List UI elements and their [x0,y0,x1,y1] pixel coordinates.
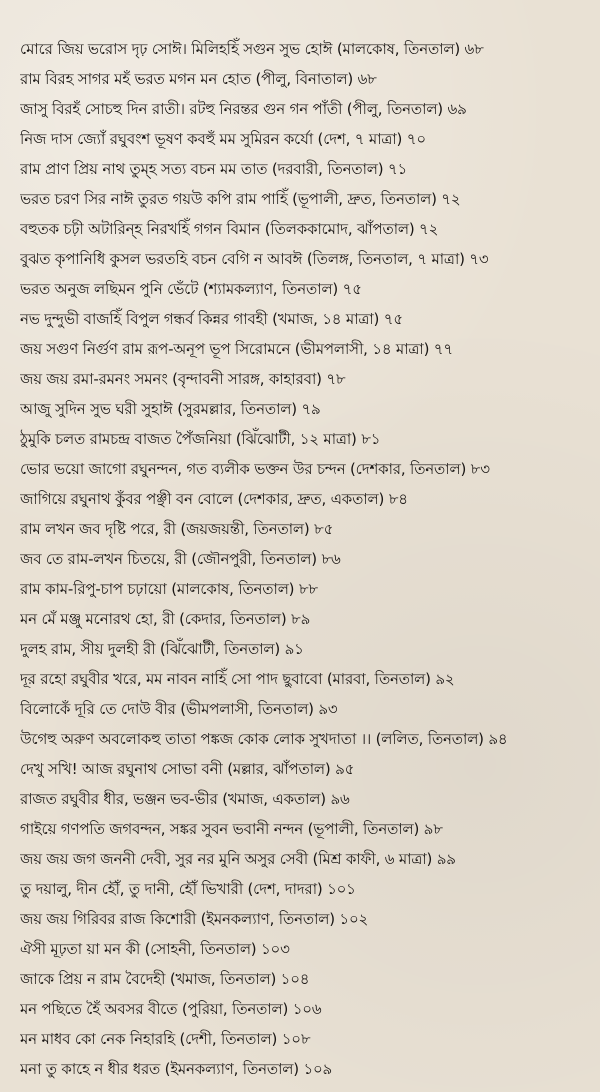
toc-entry: দুলহ রাম, সীয় দুলহী রী (ঝিঁঝোটী, তিনতাল) ৯১ [20,640,304,658]
toc-entry: জাসু বিরহঁ সোচহু দিন রাতী। রটহু নিরন্তর গুন গন পাঁতী (পীলু, তিনতাল) ৬৯ [20,100,467,118]
toc-entry: রাম বিরহ সাগর মহঁ ভরত মগন মন হোত (পীলু, বিনাতাল) ৬৮ [20,70,377,88]
toc-entry: রাম প্রাণ প্রিয় নাথ তুম্হ সত্য বচন মম তাত (দরবারী, তিনতাল) ৭১ [20,160,408,178]
toc-entry: জয় জয় রমা-রমনং সমনং (বৃন্দাবনী সারঙ্গ, কাহারবা) ৭৮ [20,370,346,388]
toc-entry: জব তে রাম-লখন চিতয়ে, রী (জৌনপুরী, তিনতাল) ৮৬ [20,550,341,568]
toc-entry: মন পছিতে হৈঁ অবসর বীতে (পুরিয়া, তিনতাল) ১০৬ [20,1000,322,1018]
toc-list [20,34,594,1084]
toc-entry: মোরে জিয় ভরোস দৃঢ় সোঈ। মিলিহহিঁ সগুন সুভ হোঈ (মালকোষ, তিনতাল) ৬৮ [20,40,484,58]
toc-entry: বুঝত কৃপানিধি কুসল ভরতহি বচন বেগি ন আবঈ (তিলঙ্গ, তিনতাল, ৭ মাত্রা) ৭৩ [20,250,489,268]
toc-entry: গাইয়ে গণপতি জগবন্দন, সঙ্কর সুবন ভবানী নন্দন (ভূপালী, তিনতাল) ৯৮ [20,820,443,838]
toc-entry: মন মাধব কো নেক নিহারহি (দেশী, তিনতাল) ১০৮ [20,1030,311,1048]
toc-entry: দেখু সখি! আজ রঘুনাথ সোভা বনী (মল্লার, ঝাঁপতাল) ৯৫ [20,760,355,778]
toc-entry: জাগিয়ে রঘুনাথ কুঁবর পঞ্ছী বন বোলে (দেশকার, দ্রুত, একতাল) ৮৪ [20,490,408,508]
toc-entry: উগেহু অরুণ অবলোকহু তাতা পঙ্কজ কোক লোক সুখদাতা ।। (ললিত, তিনতাল) ৯৪ [20,730,508,748]
toc-entry: ভরত চরণ সির নাঈ তুরত গয়উ কপি রাম পাহিঁ (ভূপালী, দ্রুত, তিনতাল) ৭২ [20,190,461,208]
toc-entry: ঐসী মূঢ়তা য়া মন কী (সোহনী, তিনতাল) ১০৩ [20,940,290,958]
toc-entry: বিলোকেঁ দূরি তে দোউ বীর (ভীমপলাসী, তিনতাল) ৯৩ [20,700,338,718]
toc-entry: রাজত রঘুবীর ধীর, ভঞ্জন ভব-ভীর (খমাজ, একতাল) ৯৬ [20,790,350,808]
toc-entry: ভরত অনুজ লছিমন পুনি ভেঁটে (শ্যামকল্যাণ, তিনতাল) ৭৫ [20,280,362,298]
toc-entry: মনা তু কাহে ন ধীর ধরত (ইমনকল্যাণ, তিনতাল) ১০৯ [20,1060,333,1078]
toc-entry: ঠুমুকি চলত রামচন্দ্র বাজত পৈঁজনিয়া (ঝিঁঝোটী, ১২ মাত্রা) ৮১ [20,430,381,448]
toc-entry: রাম লখন জব দৃষ্টি পরে, রী (জয়জয়ন্তী, তিনতাল) ৮৫ [20,520,334,538]
toc-entry: মন মেঁ মঞ্জু মনোরথ হো, রী (কেদার, তিনতাল) ৮৯ [20,610,311,628]
toc-entry: দূর রহো রঘুবীর খরে, মম নাবন নাহিঁ সো পাদ ছুবাবো (মারবা, তিনতাল) ৯২ [20,670,455,688]
toc-entry: নভ দুন্দুভী বাজহিঁ বিপুল গন্ধর্ব কিন্নর গাবহী (খমাজ, ১৪ মাত্রা) ৭৫ [20,310,403,328]
toc-entry: নিজ দাস জ্যোঁ রঘুবংশ ভূষণ কবহুঁ মম সুমিরন কর্যো (দেশ, ৭ মাত্রা) ৭০ [20,130,426,148]
toc-entry: তু দয়ালু, দীন হৌঁ, তু দানী, হৌঁ ভিখারী (দেশ, দাদরা) ১০১ [20,880,356,898]
toc-entry: জয় সগুণ নির্গুণ রাম রূপ-অনূপ ভূপ সিরোমনে (ভীমপলাসী, ১৪ মাত্রা) ৭৭ [20,340,453,358]
toc-entry: জাকে প্রিয় ন রাম বৈদেহী (খমাজ, তিনতাল) ১০৪ [20,970,310,988]
toc-entry: আজু সুদিন সুভ ঘরী সুহাঈ (সুরমল্লার, তিনতাল) ৭৯ [20,400,321,418]
toc-entry: বহুতক চঢ়ী অটারিন্হ নিরখহিঁ গগন বিমান (তিলককামোদ, ঝাঁপতাল) ৭২ [20,220,439,238]
toc-entry: জয় জয় গিরিবর রাজ কিশোরী (ইমনকল্যাণ, তিনতাল) ১০২ [20,910,369,928]
toc-entry: জয় জয় জগ জননী দেবী, সুর নর মুনি অসুর সেবী (মিশ্র কাফী, ৬ মাত্রা) ৯৯ [20,850,456,868]
toc-entry: রাম কাম-রিপু-চাপ চঢ়ায়ো (মালকোষ, তিনতাল) ৮৮ [20,580,318,598]
toc-entry: ভোর ভয়ো জাগো রঘুনন্দন, গত ব্যলীক ভক্তন উর চন্দন (দেশকার, তিনতাল) ৮৩ [20,460,490,478]
